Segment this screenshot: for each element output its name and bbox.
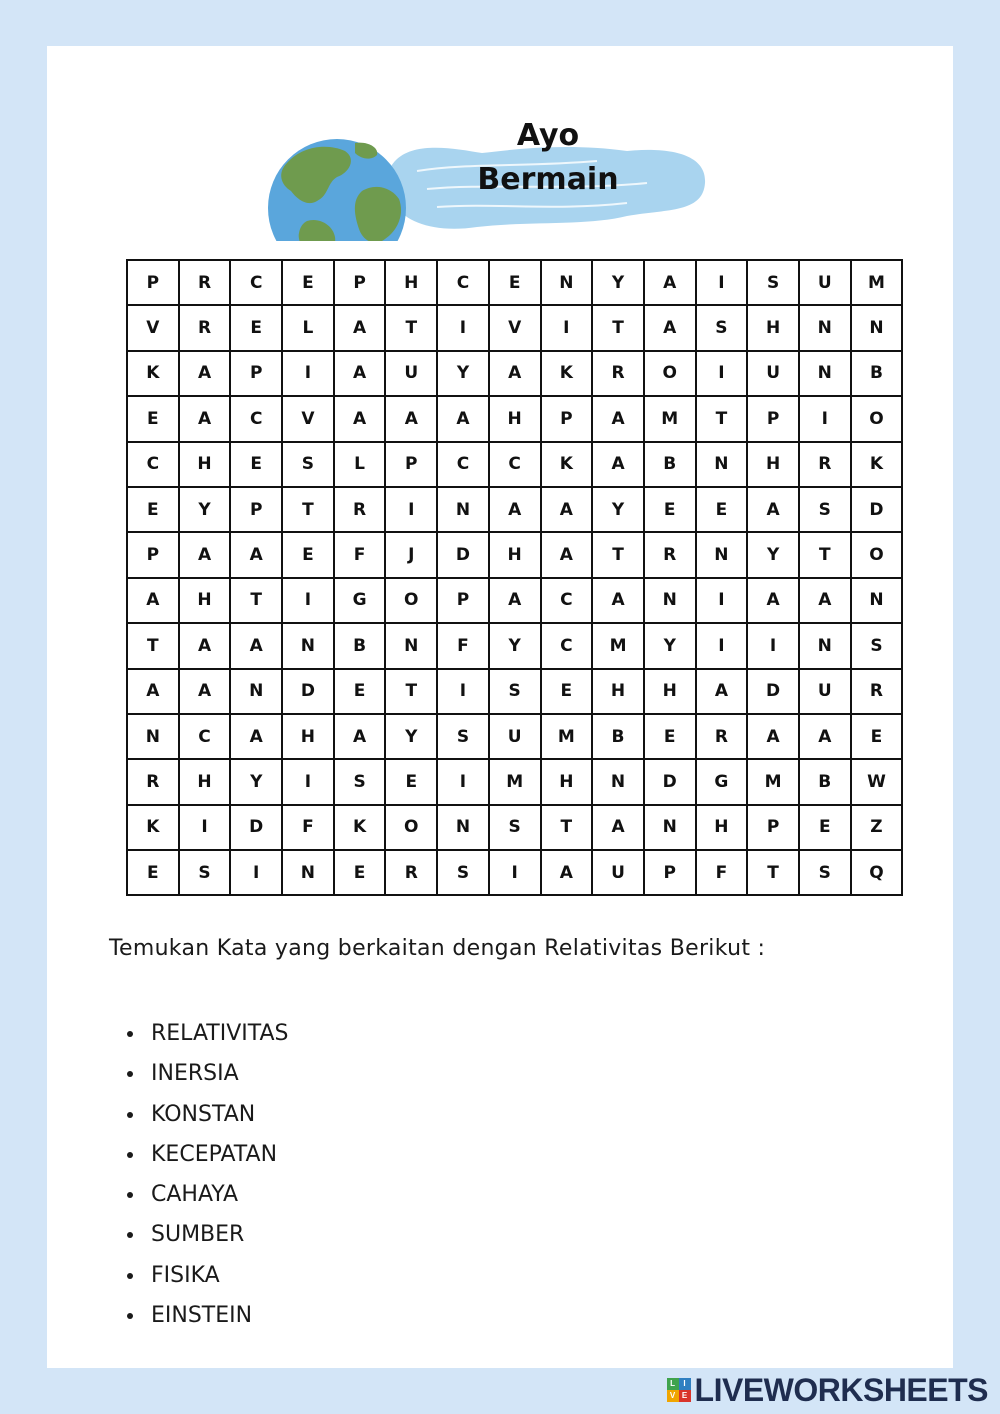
grid-cell[interactable]: N	[799, 623, 851, 668]
grid-cell[interactable]: A	[541, 850, 593, 895]
grid-cell[interactable]: I	[696, 623, 748, 668]
grid-cell[interactable]: R	[127, 759, 179, 804]
grid-cell[interactable]: C	[437, 442, 489, 487]
grid-cell[interactable]: H	[179, 759, 231, 804]
grid-cell[interactable]: I	[541, 305, 593, 350]
grid-cell[interactable]: S	[489, 805, 541, 850]
grid-cell[interactable]: C	[179, 714, 231, 759]
grid-cell[interactable]: T	[230, 578, 282, 623]
grid-cell[interactable]: A	[489, 578, 541, 623]
grid-cell[interactable]: P	[747, 396, 799, 441]
grid-cell[interactable]: G	[696, 759, 748, 804]
grid-cell[interactable]: T	[541, 805, 593, 850]
grid-cell[interactable]: C	[541, 578, 593, 623]
bullet-icon	[127, 1273, 133, 1279]
list-item	[127, 1054, 289, 1094]
grid-cell[interactable]: M	[851, 260, 903, 305]
bullet-icon	[127, 1112, 133, 1118]
grid-cell[interactable]: Y	[179, 487, 231, 532]
grid-cell[interactable]: R	[592, 351, 644, 396]
grid-cell[interactable]: M	[541, 714, 593, 759]
bullet-icon	[127, 1031, 133, 1037]
grid-cell[interactable]: Y	[437, 351, 489, 396]
grid-cell[interactable]: D	[230, 805, 282, 850]
grid-cell[interactable]: Y	[644, 623, 696, 668]
grid-cell[interactable]: H	[282, 714, 334, 759]
grid-row	[127, 578, 902, 623]
bullet-icon	[127, 1071, 133, 1077]
grid-row	[127, 805, 902, 850]
grid-cell[interactable]: U	[385, 351, 437, 396]
bullet-icon	[127, 1152, 133, 1158]
grid-cell[interactable]: H	[541, 759, 593, 804]
grid-cell[interactable]: N	[127, 714, 179, 759]
list-item	[127, 1256, 289, 1296]
grid-cell[interactable]: S	[437, 850, 489, 895]
grid-cell[interactable]: I	[799, 396, 851, 441]
grid-cell[interactable]: E	[230, 442, 282, 487]
grid-cell[interactable]: R	[644, 532, 696, 577]
grid-cell[interactable]: N	[644, 805, 696, 850]
grid-cell[interactable]: Q	[851, 850, 903, 895]
grid-cell[interactable]: H	[489, 532, 541, 577]
grid-cell[interactable]: P	[127, 532, 179, 577]
word-list	[127, 1014, 289, 1336]
grid-cell[interactable]: E	[230, 305, 282, 350]
grid-cell[interactable]: B	[799, 759, 851, 804]
grid-cell[interactable]: A	[644, 305, 696, 350]
grid-cell[interactable]: Y	[592, 487, 644, 532]
grid-cell[interactable]: T	[385, 669, 437, 714]
grid-cell[interactable]: F	[696, 850, 748, 895]
grid-cell[interactable]: I	[437, 305, 489, 350]
grid-cell[interactable]: I	[282, 759, 334, 804]
grid-cell[interactable]: S	[851, 623, 903, 668]
grid-cell[interactable]: Y	[747, 532, 799, 577]
grid-cell[interactable]: T	[799, 532, 851, 577]
word-search-grid	[126, 259, 903, 896]
grid-cell[interactable]: K	[541, 351, 593, 396]
grid-cell[interactable]: S	[799, 487, 851, 532]
grid-cell[interactable]: T	[747, 850, 799, 895]
grid-cell[interactable]: A	[489, 351, 541, 396]
grid-cell[interactable]: I	[696, 260, 748, 305]
grid-cell[interactable]: Y	[230, 759, 282, 804]
grid-cell[interactable]: S	[179, 850, 231, 895]
grid-cell[interactable]: C	[230, 396, 282, 441]
grid-cell[interactable]: S	[489, 669, 541, 714]
list-item	[127, 1175, 289, 1215]
logo-mark-letter: E	[679, 1390, 691, 1402]
grid-cell[interactable]: Z	[851, 805, 903, 850]
grid-cell[interactable]: P	[541, 396, 593, 441]
grid-row	[127, 669, 902, 714]
grid-cell[interactable]: K	[851, 442, 903, 487]
grid-cell[interactable]: P	[385, 442, 437, 487]
grid-cell[interactable]: V	[489, 305, 541, 350]
grid-cell[interactable]: C	[230, 260, 282, 305]
grid-cell[interactable]: A	[127, 578, 179, 623]
grid-cell[interactable]: W	[851, 759, 903, 804]
banner-title-line1: Ayo	[516, 118, 580, 153]
grid-cell[interactable]: L	[282, 305, 334, 350]
grid-cell[interactable]: H	[747, 305, 799, 350]
grid-row	[127, 850, 902, 895]
grid-cell[interactable]: H	[644, 669, 696, 714]
grid-cell[interactable]: E	[489, 260, 541, 305]
grid-cell[interactable]: A	[230, 714, 282, 759]
list-item	[127, 1095, 289, 1135]
grid-cell[interactable]: O	[385, 578, 437, 623]
grid-cell[interactable]: E	[127, 487, 179, 532]
grid-cell[interactable]: I	[747, 623, 799, 668]
grid-cell[interactable]: D	[747, 669, 799, 714]
grid-cell[interactable]: I	[282, 351, 334, 396]
grid-cell[interactable]: D	[437, 532, 489, 577]
grid-cell[interactable]: N	[437, 487, 489, 532]
grid-cell[interactable]: H	[592, 669, 644, 714]
grid-cell[interactable]: A	[592, 442, 644, 487]
grid-cell[interactable]: A	[179, 351, 231, 396]
grid-cell[interactable]: T	[592, 305, 644, 350]
grid-cell[interactable]: R	[334, 487, 386, 532]
grid-cell[interactable]: N	[385, 623, 437, 668]
grid-row	[127, 396, 902, 441]
title-banner	[267, 91, 709, 241]
grid-cell[interactable]: D	[851, 487, 903, 532]
list-item	[127, 1215, 289, 1255]
grid-cell[interactable]: E	[127, 850, 179, 895]
grid-cell[interactable]: N	[282, 623, 334, 668]
logo-mark-letter: L	[667, 1378, 679, 1390]
grid-cell[interactable]: D	[644, 759, 696, 804]
grid-cell[interactable]: K	[127, 805, 179, 850]
grid-cell[interactable]: I	[437, 669, 489, 714]
grid-cell[interactable]: B	[592, 714, 644, 759]
grid-cell[interactable]: M	[489, 759, 541, 804]
grid-cell[interactable]: T	[127, 623, 179, 668]
grid-cell[interactable]: B	[644, 442, 696, 487]
grid-cell[interactable]: A	[592, 805, 644, 850]
grid-cell[interactable]: A	[747, 578, 799, 623]
grid-cell[interactable]: A	[592, 396, 644, 441]
grid-cell[interactable]: B	[851, 351, 903, 396]
grid-row	[127, 442, 902, 487]
banner-title-line2: Bermain	[477, 162, 619, 197]
grid-cell[interactable]: A	[541, 487, 593, 532]
instruction-text: Temukan Kata yang berkaitan dengan Relativitas Berikut :	[109, 936, 766, 961]
grid-cell[interactable]: R	[851, 669, 903, 714]
grid-cell[interactable]: P	[230, 351, 282, 396]
grid-cell[interactable]: U	[592, 850, 644, 895]
logo-mark-letter: I	[679, 1378, 691, 1390]
grid-cell[interactable]: O	[851, 532, 903, 577]
grid-cell[interactable]: E	[799, 805, 851, 850]
grid-cell[interactable]: N	[592, 759, 644, 804]
grid-cell[interactable]: O	[385, 805, 437, 850]
grid-row	[127, 351, 902, 396]
grid-cell[interactable]: I	[696, 578, 748, 623]
grid-cell[interactable]: E	[127, 396, 179, 441]
grid-cell[interactable]: E	[541, 669, 593, 714]
grid-cell[interactable]: P	[127, 260, 179, 305]
logo-mark-icon	[667, 1378, 691, 1402]
grid-cell[interactable]: E	[851, 714, 903, 759]
grid-row	[127, 714, 902, 759]
grid-cell[interactable]: C	[541, 623, 593, 668]
grid-cell[interactable]: A	[696, 669, 748, 714]
grid-cell[interactable]: E	[385, 759, 437, 804]
grid-cell[interactable]: P	[747, 805, 799, 850]
grid-cell[interactable]: A	[179, 623, 231, 668]
grid-cell[interactable]: F	[282, 805, 334, 850]
grid-cell[interactable]: M	[747, 759, 799, 804]
banner-title	[453, 114, 643, 202]
grid-cell[interactable]: A	[592, 578, 644, 623]
grid-cell[interactable]: V	[127, 305, 179, 350]
grid-cell[interactable]: C	[127, 442, 179, 487]
grid-cell[interactable]: A	[334, 714, 386, 759]
grid-cell[interactable]: M	[592, 623, 644, 668]
grid-cell[interactable]: E	[696, 487, 748, 532]
grid-cell[interactable]: F	[334, 532, 386, 577]
grid-cell[interactable]: P	[230, 487, 282, 532]
grid-cell[interactable]: A	[334, 396, 386, 441]
word-label: RELATIVITAS	[151, 1021, 289, 1046]
grid-cell[interactable]: A	[230, 532, 282, 577]
word-label: FISIKA	[151, 1262, 220, 1288]
grid-cell[interactable]: M	[644, 396, 696, 441]
word-label: SUMBER	[151, 1222, 245, 1248]
grid-cell[interactable]: U	[799, 260, 851, 305]
grid-cell[interactable]: A	[334, 351, 386, 396]
grid-cell[interactable]: N	[696, 442, 748, 487]
grid-cell[interactable]: P	[334, 260, 386, 305]
grid-cell[interactable]: A	[799, 714, 851, 759]
grid-cell[interactable]: K	[541, 442, 593, 487]
grid-cell[interactable]: Y	[489, 623, 541, 668]
grid-row	[127, 532, 902, 577]
grid-cell[interactable]: H	[385, 260, 437, 305]
grid-cell[interactable]: R	[179, 260, 231, 305]
grid-cell[interactable]: K	[127, 351, 179, 396]
word-label: KONSTAN	[151, 1101, 256, 1127]
grid-cell[interactable]: P	[437, 578, 489, 623]
grid-cell[interactable]: S	[282, 442, 334, 487]
grid-cell[interactable]: J	[385, 532, 437, 577]
grid-cell[interactable]: A	[541, 532, 593, 577]
grid-row	[127, 623, 902, 668]
grid-cell[interactable]: A	[179, 669, 231, 714]
word-label: CAHAYA	[151, 1182, 239, 1208]
grid-cell[interactable]: N	[230, 669, 282, 714]
grid-cell[interactable]: E	[644, 487, 696, 532]
grid-cell[interactable]: I	[282, 578, 334, 623]
grid-cell[interactable]: U	[489, 714, 541, 759]
grid-cell[interactable]: V	[282, 396, 334, 441]
grid-cell[interactable]: H	[696, 805, 748, 850]
grid-cell[interactable]: G	[334, 578, 386, 623]
grid-cell[interactable]: C	[489, 442, 541, 487]
grid-cell[interactable]: D	[282, 669, 334, 714]
grid-cell[interactable]: I	[179, 805, 231, 850]
bullet-icon	[127, 1232, 133, 1238]
grid-cell[interactable]: F	[437, 623, 489, 668]
word-label: KECEPATAN	[151, 1141, 278, 1167]
grid-cell[interactable]: I	[696, 351, 748, 396]
grid-cell[interactable]: N	[282, 850, 334, 895]
word-label: INERSIA	[151, 1061, 239, 1087]
worksheet-page	[47, 46, 953, 1368]
list-item	[127, 1135, 289, 1175]
grid-cell[interactable]: T	[385, 305, 437, 350]
grid-cell[interactable]: R	[385, 850, 437, 895]
grid-cell[interactable]: N	[851, 578, 903, 623]
grid-cell[interactable]: N	[851, 305, 903, 350]
grid-row	[127, 305, 902, 350]
grid-row	[127, 260, 902, 305]
grid-cell[interactable]: E	[282, 532, 334, 577]
grid-cell[interactable]: I	[437, 759, 489, 804]
grid-cell[interactable]: T	[592, 532, 644, 577]
bullet-icon	[127, 1192, 133, 1198]
grid-cell[interactable]: A	[179, 532, 231, 577]
word-label: EINSTEIN	[151, 1303, 253, 1329]
grid-cell[interactable]: A	[437, 396, 489, 441]
grid-cell[interactable]: H	[179, 578, 231, 623]
grid-cell[interactable]: I	[230, 850, 282, 895]
grid-cell[interactable]: S	[696, 305, 748, 350]
grid-cell[interactable]: H	[179, 442, 231, 487]
grid-cell[interactable]: A	[799, 578, 851, 623]
grid-cell[interactable]: R	[799, 442, 851, 487]
grid-cell[interactable]: K	[334, 805, 386, 850]
grid-cell[interactable]: N	[799, 305, 851, 350]
grid-cell[interactable]: C	[437, 260, 489, 305]
grid-cell[interactable]: U	[747, 351, 799, 396]
grid-cell[interactable]: S	[747, 260, 799, 305]
grid-cell[interactable]: N	[644, 578, 696, 623]
grid-cell[interactable]: R	[179, 305, 231, 350]
grid-cell[interactable]: P	[644, 850, 696, 895]
grid-cell[interactable]: A	[230, 623, 282, 668]
grid-cell[interactable]: H	[747, 442, 799, 487]
grid-cell[interactable]: E	[334, 850, 386, 895]
grid-cell[interactable]: N	[541, 260, 593, 305]
grid-cell[interactable]: A	[334, 305, 386, 350]
grid-cell[interactable]: Y	[592, 260, 644, 305]
grid-cell[interactable]: T	[282, 487, 334, 532]
grid-cell[interactable]: B	[334, 623, 386, 668]
grid-cell[interactable]: E	[644, 714, 696, 759]
logo-text: LIVEWORKSHEETS	[694, 1371, 988, 1408]
grid-cell[interactable]: A	[489, 487, 541, 532]
logo-mark-letter: V	[667, 1390, 679, 1402]
grid-cell[interactable]: H	[489, 396, 541, 441]
grid-cell[interactable]: A	[179, 396, 231, 441]
grid-cell[interactable]: A	[747, 487, 799, 532]
grid-cell[interactable]: A	[385, 396, 437, 441]
bullet-icon	[127, 1313, 133, 1319]
grid-row	[127, 759, 902, 804]
list-item	[127, 1014, 289, 1054]
grid-cell[interactable]: S	[799, 850, 851, 895]
grid-cell[interactable]: A	[127, 669, 179, 714]
grid-cell[interactable]: O	[644, 351, 696, 396]
grid-cell[interactable]: N	[437, 805, 489, 850]
grid-cell[interactable]: N	[696, 532, 748, 577]
grid-cell[interactable]: R	[696, 714, 748, 759]
grid-cell[interactable]: U	[799, 669, 851, 714]
grid-cell[interactable]: E	[282, 260, 334, 305]
grid-cell[interactable]: I	[489, 850, 541, 895]
list-item	[127, 1296, 289, 1336]
grid-cell[interactable]: S	[334, 759, 386, 804]
grid-cell[interactable]: O	[851, 396, 903, 441]
grid-row	[127, 487, 902, 532]
grid-cell[interactable]: A	[747, 714, 799, 759]
grid-cell[interactable]: I	[385, 487, 437, 532]
grid-cell[interactable]: A	[644, 260, 696, 305]
grid-cell[interactable]: Y	[385, 714, 437, 759]
grid-cell[interactable]: L	[334, 442, 386, 487]
liveworksheets-logo	[667, 1372, 988, 1408]
grid-cell[interactable]: S	[437, 714, 489, 759]
grid-cell[interactable]: E	[334, 669, 386, 714]
grid-cell[interactable]: T	[696, 396, 748, 441]
grid-cell[interactable]: N	[799, 351, 851, 396]
